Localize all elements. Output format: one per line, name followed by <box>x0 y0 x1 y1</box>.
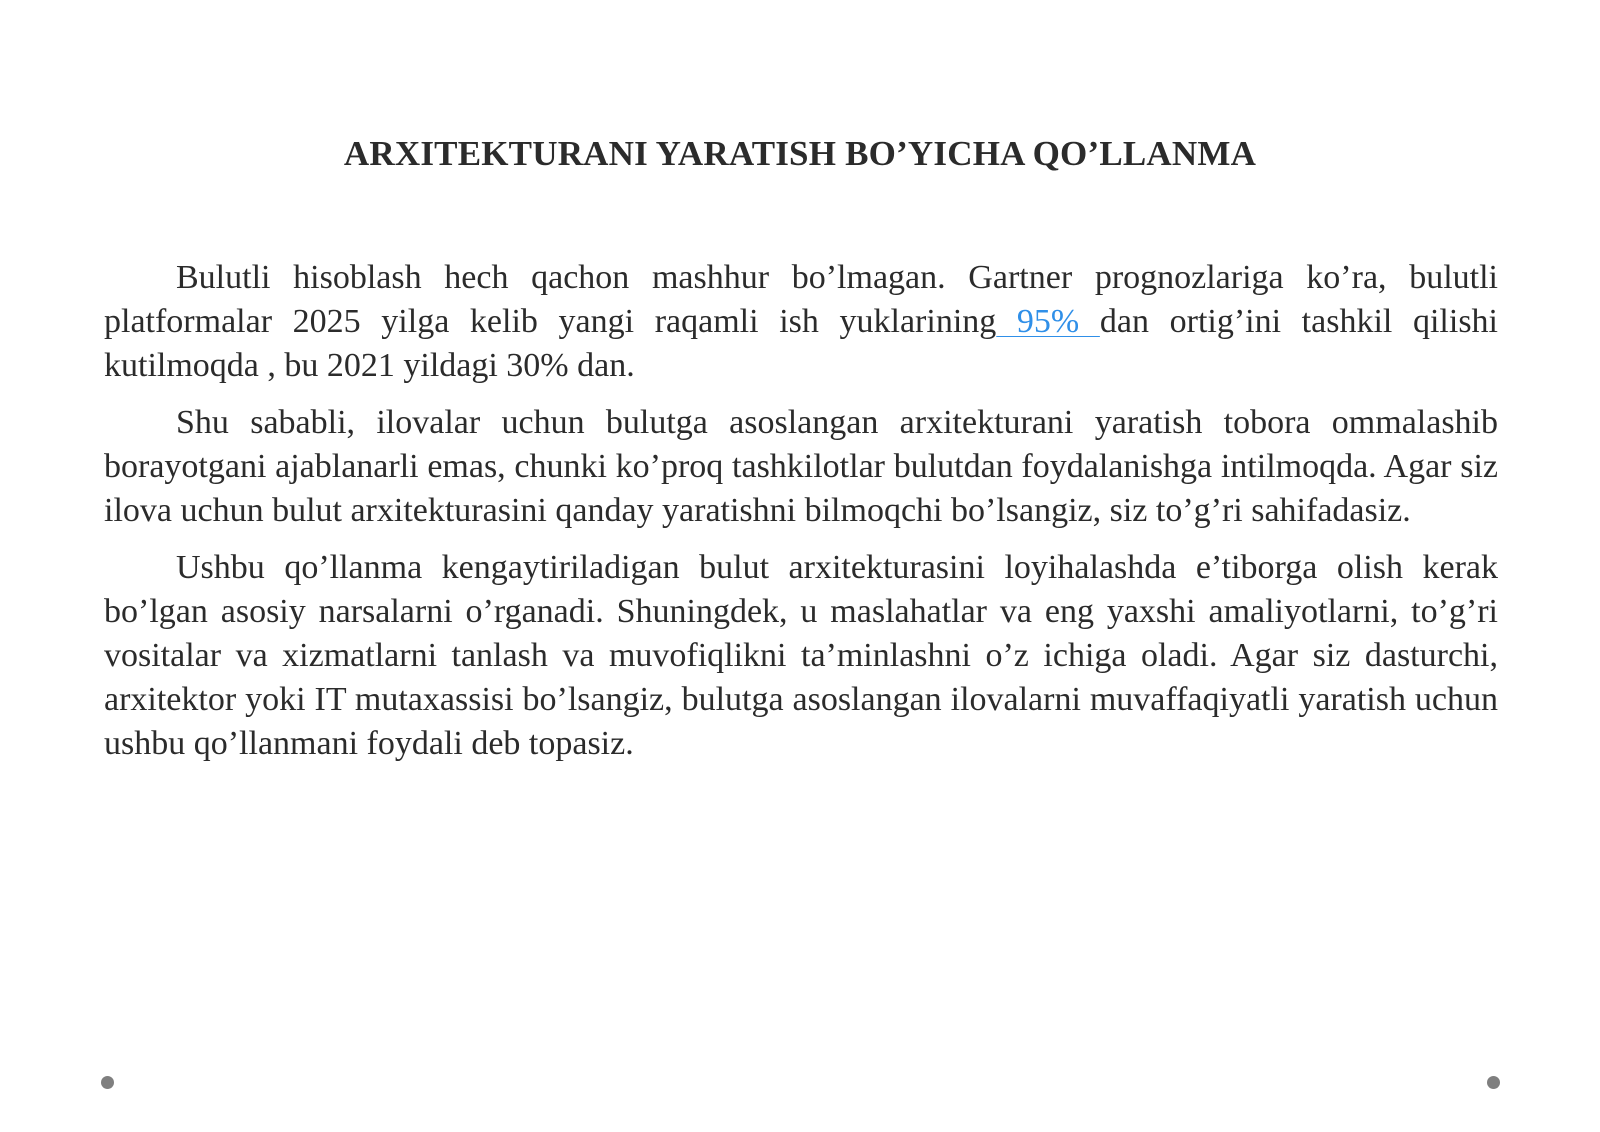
paragraph-3: Ushbu qo’llanma kengaytiriladigan bulut arxitekturasini loyihalashda e’tiborga olish kerak bo’lgan asosiy narsalarni o’rganadi. Shuningdek, u maslahatlar va eng yaxshi amaliyotlarni, to’g’ri vositalar va xizmatlarni tanlash va muvofiqlikni ta’minlashni o’z ichiga oladi. Agar siz dasturchi, arxitektor yoki IT mutaxassisi bo’lsangiz, bulutga asoslangan ilovalarni muvaffaqiyatli yaratish uchun ushbu qo’llanmani foydali deb topasiz. <box>104 549 1498 762</box>
page-corner-dot-left <box>101 1076 114 1089</box>
body-text <box>104 256 1498 779</box>
statistic-link[interactable]: 95% <box>996 303 1100 340</box>
paragraph-1 <box>104 256 1498 388</box>
page-title: ARXITEKTURANI YARATISH BO’YICHA QO’LLANMA <box>343 134 1257 173</box>
paragraph-1-text-start: Bulutli hisoblash hech qachon mashhur bo’lmagan. Gartner prognozlariga ko’ra, bulutli platformalar 2025 yilga kelib yangi raqamli ish yuklarining <box>104 259 1498 340</box>
page-corner-dot-right <box>1487 1076 1500 1089</box>
paragraph-2: Shu sababli, ilovalar uchun bulutga asoslangan arxitekturani yaratish tobora ommalashib borayotgani ajablanarli emas, chunki ko’proq tashkilotlar bulutdan foydalanishga intilmoqda. Agar siz ilova uchun bulut arxitekturasini qanday yaratishni bilmoqchi bo’lsangiz, siz to’g’ri sahifadasiz. <box>104 404 1498 529</box>
paragraph-1-text-end: dan ortig’ini tashkil qilishi kutilmoqda , bu 2021 yildagi 30% dan. <box>104 303 1499 384</box>
